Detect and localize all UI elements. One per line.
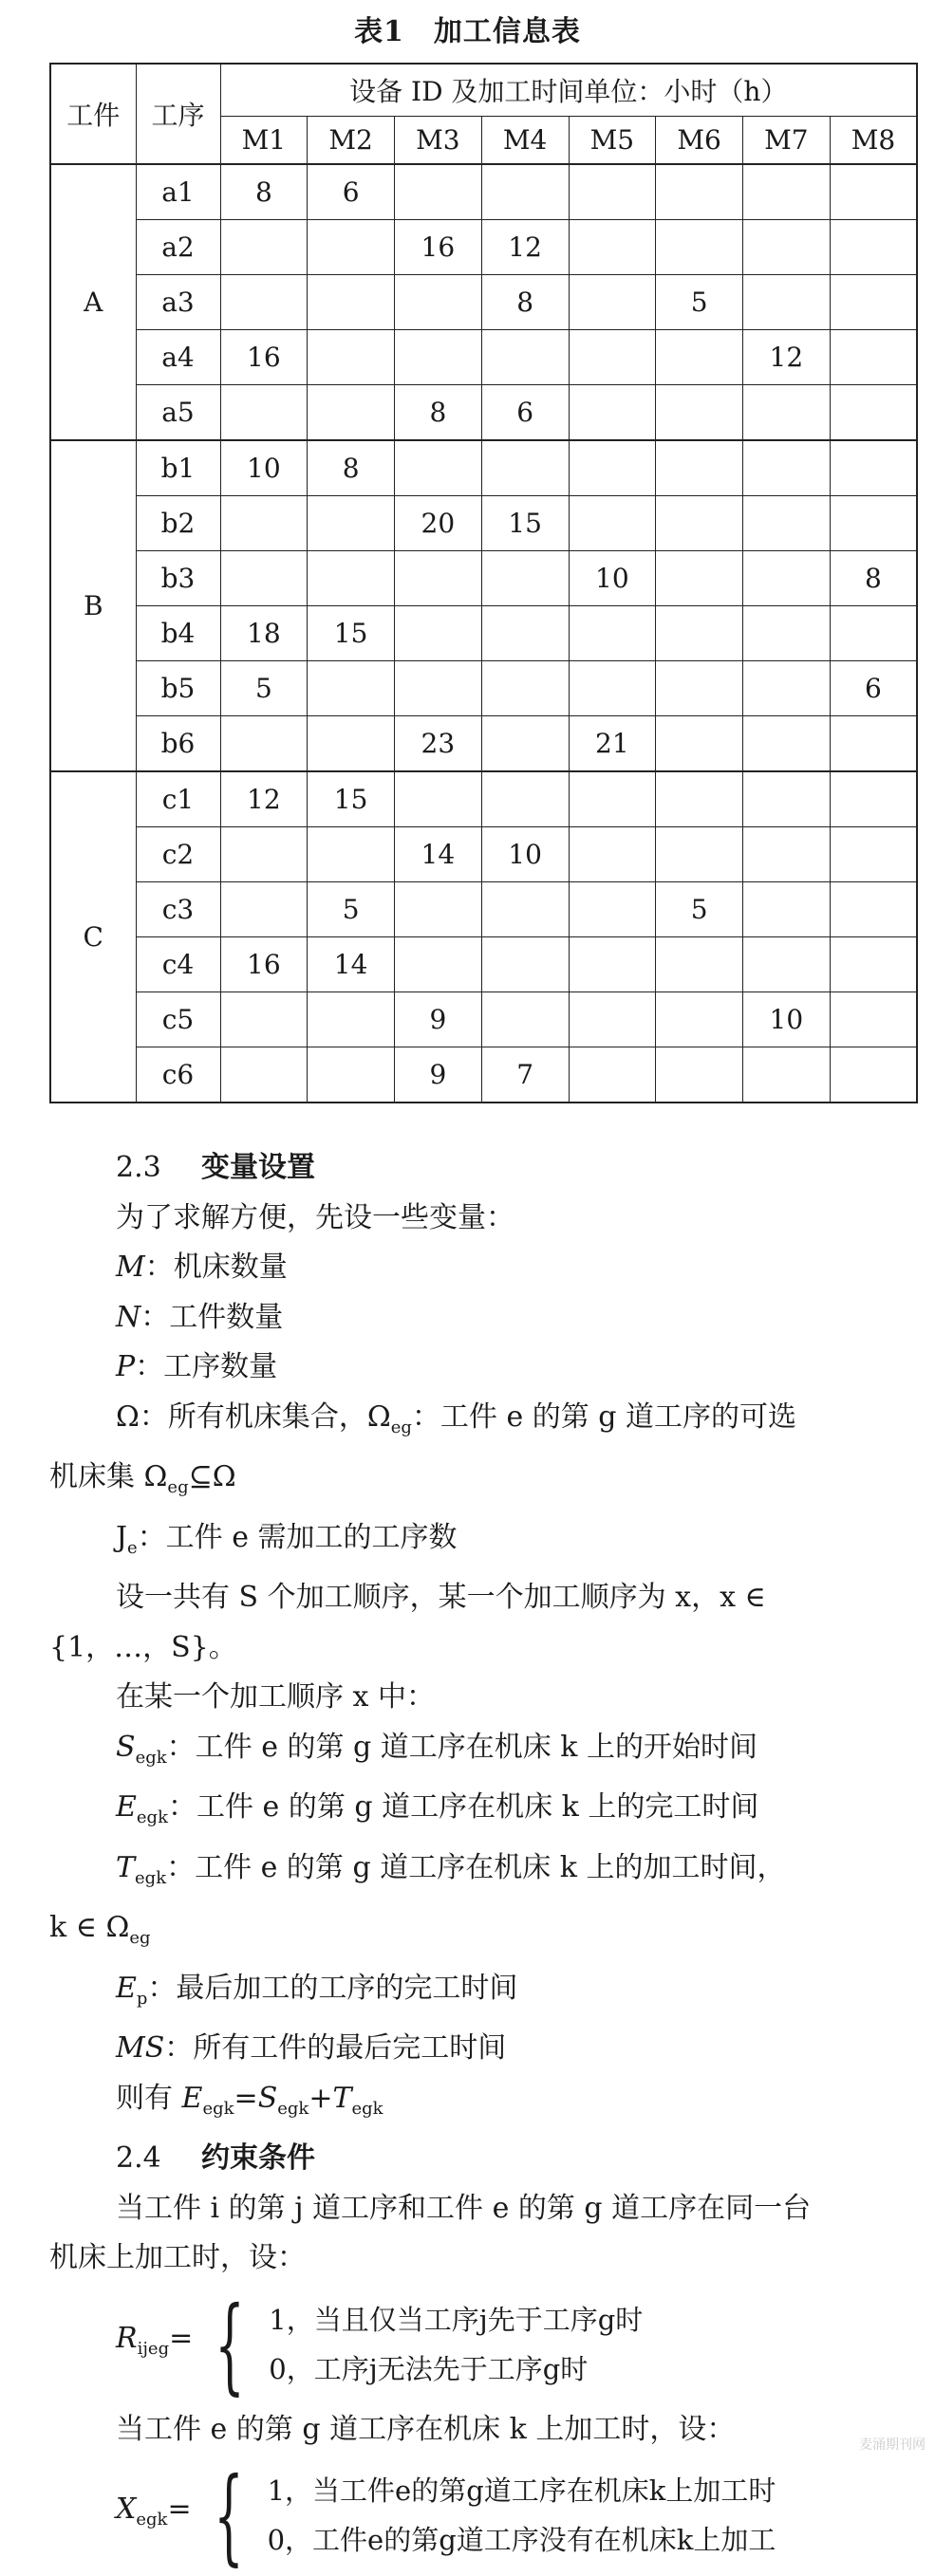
var-MS: MS：所有工件的最后完工时间 [116, 2031, 507, 2065]
time-cell [830, 882, 917, 937]
paragraph: 为了求解方便，先设一些变量： [116, 1200, 514, 1234]
case-0: 0，工序j无法先于工序g时 [269, 2352, 589, 2385]
formula-X: $X_{egk}=$ { 1，当工件e的第g道工序在机床k上加工时 0，工件e的第g道工序没有在机床k上加工 [116, 2455, 776, 2576]
time-cell: 23 [395, 716, 482, 772]
time-cell [656, 771, 743, 827]
paragraph: 设一共有 S 个加工顺序，某一个加工顺序为 x，x ∈ [116, 1581, 766, 1614]
time-cell [308, 220, 395, 275]
time-cell: 14 [395, 827, 482, 882]
time-cell [220, 882, 308, 937]
time-cell [743, 220, 831, 275]
time-cell [308, 827, 395, 882]
time-cell: 10 [220, 440, 308, 496]
time-cell: 6 [830, 661, 917, 716]
time-cell [743, 1047, 831, 1103]
time-cell [656, 1047, 743, 1103]
table-row [50, 827, 917, 882]
time-cell [395, 606, 482, 661]
time-cell: 15 [308, 606, 395, 661]
time-cell [481, 937, 569, 992]
time-cell [830, 827, 917, 882]
time-cell [569, 164, 656, 220]
time-cell [220, 220, 308, 275]
time-cell: 12 [220, 771, 308, 827]
table-row [50, 330, 917, 385]
time-cell [743, 882, 831, 937]
time-cell [569, 440, 656, 496]
time-cell [220, 275, 308, 330]
process-cell: a2 [136, 220, 220, 275]
time-cell [830, 771, 917, 827]
time-cell: 8 [395, 385, 482, 441]
time-cell [220, 551, 308, 606]
time-cell [395, 164, 482, 220]
table-row [50, 164, 917, 220]
time-cell [656, 827, 743, 882]
time-cell [395, 440, 482, 496]
paragraph: 当工件 i 的第 j 道工序和工件 e 的第 g 道工序在同一台 [116, 2191, 812, 2225]
time-cell [830, 164, 917, 220]
paragraph-cont: {1，…，S}。 [49, 1630, 237, 1664]
paragraph: 在某一个加工顺序 x 中： [116, 1680, 435, 1714]
time-cell [308, 661, 395, 716]
time-cell [656, 606, 743, 661]
header-machine-m3: M3 [395, 117, 482, 165]
time-cell [656, 551, 743, 606]
time-cell: 10 [569, 551, 656, 606]
time-cell [569, 275, 656, 330]
time-cell [481, 992, 569, 1047]
time-cell [743, 440, 831, 496]
left-brace: { [213, 2455, 244, 2576]
process-cell: b6 [136, 716, 220, 772]
case-1: 1，当且仅当工序j先于工序g时 [269, 2303, 644, 2336]
time-cell: 12 [481, 220, 569, 275]
time-cell [656, 220, 743, 275]
var-Ep: $E_p$：最后加工的工序的完工时间 [116, 1971, 518, 2009]
time-cell [830, 606, 917, 661]
time-cell: 10 [481, 827, 569, 882]
time-cell [656, 716, 743, 772]
time-cell [830, 937, 917, 992]
time-cell [830, 220, 917, 275]
time-cell [743, 771, 831, 827]
time-cell: 5 [220, 661, 308, 716]
time-cell [308, 992, 395, 1047]
var-T-cont: k ∈ $\Omega_{eg}$ [49, 1911, 151, 1948]
time-cell [220, 496, 308, 551]
time-cell: 5 [656, 882, 743, 937]
var-E: $E_{egk}$：工件 e 的第 g 道工序在机床 k 上的完工时间 [116, 1790, 759, 1827]
time-cell: 5 [308, 882, 395, 937]
time-cell [656, 385, 743, 441]
time-cell [743, 716, 831, 772]
header-machine-m6: M6 [656, 117, 743, 165]
process-cell: c2 [136, 827, 220, 882]
time-cell [569, 220, 656, 275]
time-cell [308, 716, 395, 772]
time-cell [395, 771, 482, 827]
header-workpiece: 工件 [50, 64, 136, 164]
section-heading-2-4: 2.4 约束条件 [116, 2141, 315, 2175]
table-row [50, 937, 917, 992]
time-cell [308, 1047, 395, 1103]
time-cell [569, 937, 656, 992]
time-cell: 16 [220, 330, 308, 385]
process-cell: a3 [136, 275, 220, 330]
time-cell: 9 [395, 1047, 482, 1103]
var-M: M：机床数量 [116, 1251, 288, 1284]
time-cell [481, 164, 569, 220]
time-cell [308, 496, 395, 551]
time-cell [743, 661, 831, 716]
section-heading-2-3: 2.3 变量设置 [116, 1151, 315, 1184]
time-cell [830, 330, 917, 385]
process-cell: b5 [136, 661, 220, 716]
header-machine-m8: M8 [830, 117, 917, 165]
process-cell: c1 [136, 771, 220, 827]
time-cell [656, 330, 743, 385]
time-cell: 8 [220, 164, 308, 220]
time-cell [656, 496, 743, 551]
time-cell: 6 [481, 385, 569, 441]
time-cell: 15 [481, 496, 569, 551]
process-cell: c6 [136, 1047, 220, 1103]
var-P: P：工序数量 [116, 1350, 278, 1383]
time-cell [220, 1047, 308, 1103]
case-1: 1，当工件e的第g道工序在机床k上加工时 [267, 2474, 776, 2507]
process-cell: b2 [136, 496, 220, 551]
body-text [49, 1143, 916, 2576]
time-cell [220, 385, 308, 441]
time-cell: 16 [220, 937, 308, 992]
time-cell [395, 330, 482, 385]
var-omega-cont: 机床集 $\Omega_{eg}⊆\Omega$ [49, 1460, 236, 1497]
header-machine-m2: M2 [308, 117, 395, 165]
var-J: $J_e$：工件 e 需加工的工序数 [116, 1520, 458, 1558]
time-cell: 8 [308, 440, 395, 496]
time-cell: 18 [220, 606, 308, 661]
time-cell [308, 551, 395, 606]
case-0: 0，工件e的第g道工序没有在机床k上加工 [267, 2524, 776, 2556]
time-cell [830, 1047, 917, 1103]
header-machine-m5: M5 [569, 117, 656, 165]
time-cell [481, 551, 569, 606]
time-cell: 6 [308, 164, 395, 220]
time-cell [569, 385, 656, 441]
time-cell [656, 992, 743, 1047]
time-cell [743, 827, 831, 882]
time-cell [395, 275, 482, 330]
var-N: N：工件数量 [116, 1300, 284, 1334]
time-cell [569, 771, 656, 827]
time-cell: 21 [569, 716, 656, 772]
var-omega: Ω：所有机床集合，$\Omega_{eg}$：工件 e 的第 g 道工序的可选 [116, 1399, 797, 1437]
time-cell [830, 440, 917, 496]
time-cell [743, 551, 831, 606]
var-S: $S_{egk}$：工件 e 的第 g 道工序在机床 k 上的开始时间 [116, 1730, 758, 1768]
time-cell: 9 [395, 992, 482, 1047]
processing-info-table [49, 63, 918, 1103]
time-cell [830, 275, 917, 330]
time-cell [220, 827, 308, 882]
time-cell [481, 882, 569, 937]
process-cell: c4 [136, 937, 220, 992]
time-cell [481, 330, 569, 385]
table-row [50, 496, 917, 551]
time-cell [395, 661, 482, 716]
time-cell [743, 496, 831, 551]
time-cell [569, 661, 656, 716]
time-cell [220, 716, 308, 772]
time-cell [830, 385, 917, 441]
time-cell [830, 716, 917, 772]
table-row [50, 220, 917, 275]
table-row [50, 275, 917, 330]
time-cell [481, 606, 569, 661]
time-cell [743, 275, 831, 330]
table-row [50, 551, 917, 606]
time-cell [656, 164, 743, 220]
time-cell [308, 330, 395, 385]
time-cell [569, 496, 656, 551]
workpiece-cell: C [50, 771, 136, 1103]
time-cell [395, 882, 482, 937]
header-process: 工序 [136, 64, 220, 164]
time-cell [481, 716, 569, 772]
table-row [50, 992, 917, 1047]
time-cell: 10 [743, 992, 831, 1047]
time-cell [395, 937, 482, 992]
time-cell [569, 992, 656, 1047]
header-machine-m4: M4 [481, 117, 569, 165]
table-caption: 表1 加工信息表 [354, 15, 581, 48]
time-cell [830, 496, 917, 551]
process-cell: a1 [136, 164, 220, 220]
workpiece-cell: B [50, 440, 136, 771]
time-cell: 8 [481, 275, 569, 330]
process-cell: b4 [136, 606, 220, 661]
time-cell: 5 [656, 275, 743, 330]
table-row [50, 882, 917, 937]
table-row [50, 440, 917, 496]
time-cell [743, 937, 831, 992]
time-cell [481, 440, 569, 496]
time-cell [743, 606, 831, 661]
time-cell: 8 [830, 551, 917, 606]
var-T: $T_{egk}$：工件 e 的第 g 道工序在机床 k 上的加工时间， [116, 1850, 786, 1888]
workpiece-cell: A [50, 164, 136, 440]
formula-R: $R_{ijeg}=$ { 1，当且仅当工序j先于工序g时 0，工序j无法先于工序g时 [116, 2283, 644, 2405]
time-cell [220, 992, 308, 1047]
table-row [50, 385, 917, 441]
header-machine-group: 设备 ID 及加工时间单位：小时（h） [220, 64, 917, 117]
time-cell [308, 385, 395, 441]
time-cell [308, 275, 395, 330]
formula-completion: 则有 $E_{egk}=S_{egk}+T_{egk}$ [116, 2081, 383, 2119]
time-cell [569, 1047, 656, 1103]
time-cell [481, 771, 569, 827]
table-row [50, 771, 917, 827]
table-row [50, 606, 917, 661]
left-brace: { [215, 2283, 245, 2405]
time-cell [656, 937, 743, 992]
time-cell: 20 [395, 496, 482, 551]
time-cell [395, 551, 482, 606]
time-cell [569, 606, 656, 661]
time-cell [656, 440, 743, 496]
time-cell [481, 661, 569, 716]
process-cell: c3 [136, 882, 220, 937]
process-cell: a4 [136, 330, 220, 385]
process-cell: c5 [136, 992, 220, 1047]
time-cell: 7 [481, 1047, 569, 1103]
time-cell: 15 [308, 771, 395, 827]
time-cell [743, 385, 831, 441]
time-cell [656, 661, 743, 716]
time-cell: 12 [743, 330, 831, 385]
process-cell: b3 [136, 551, 220, 606]
table-row [50, 661, 917, 716]
time-cell [569, 882, 656, 937]
time-cell [569, 827, 656, 882]
time-cell [830, 992, 917, 1047]
paragraph: 当工件 e 的第 g 道工序在机床 k 上加工时，设： [116, 2412, 736, 2446]
process-cell: b1 [136, 440, 220, 496]
process-cell: a5 [136, 385, 220, 441]
time-cell: 14 [308, 937, 395, 992]
time-cell: 16 [395, 220, 482, 275]
header-machine-m7: M7 [743, 117, 831, 165]
table-row [50, 1047, 917, 1103]
time-cell [569, 330, 656, 385]
paragraph-cont: 机床上加工时，设： [49, 2241, 306, 2274]
time-cell [743, 164, 831, 220]
header-machine-m1: M1 [220, 117, 308, 165]
table-row [50, 716, 917, 772]
watermark: 麦涌期刊网 [859, 2437, 926, 2453]
